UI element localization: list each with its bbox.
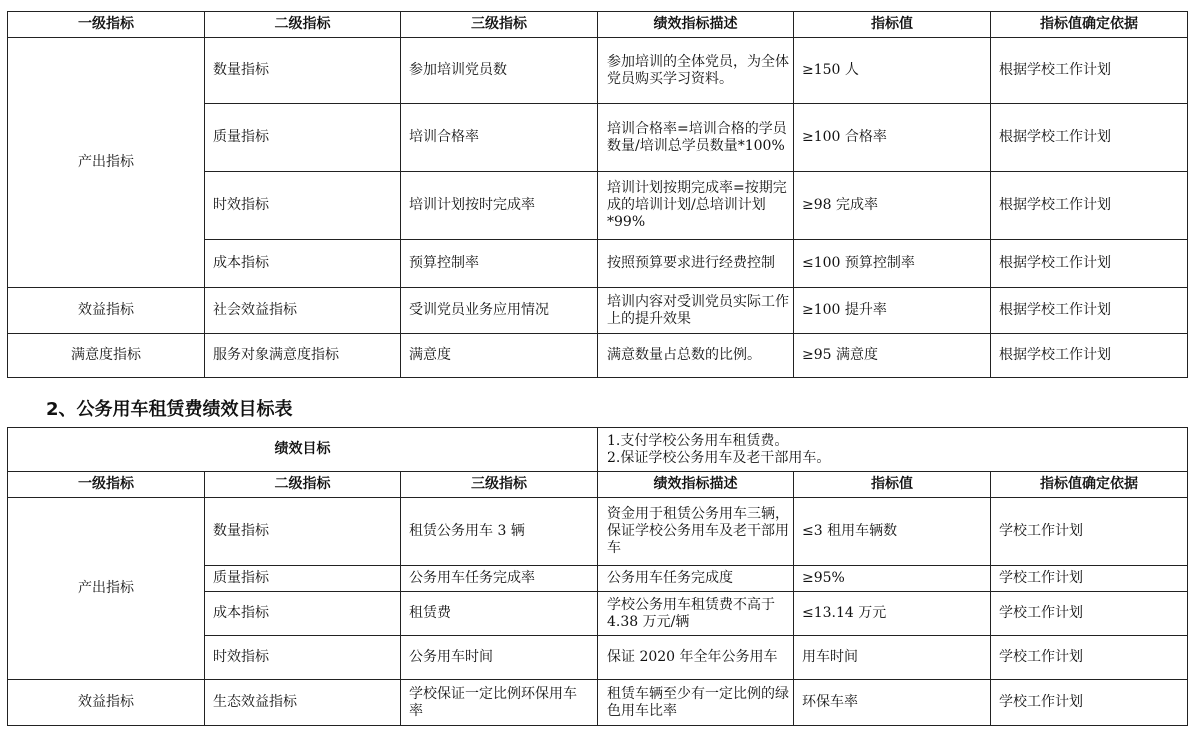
basis-cell: 根据学校工作计划: [991, 334, 1188, 378]
value-cell: ≥150 人: [794, 38, 991, 104]
description-cell: 租赁车辆至少有一定比例的绿色用车比率: [598, 680, 794, 726]
header-description: 绩效指标描述: [598, 12, 794, 38]
basis-cell: 学校工作计划: [991, 566, 1188, 592]
table-row: [8, 38, 1188, 104]
basis-cell: 根据学校工作计划: [991, 104, 1188, 172]
level2-cell: 成本指标: [205, 592, 401, 636]
training-performance-table: [7, 11, 1188, 378]
value-cell: ≤13.14 万元: [794, 592, 991, 636]
level1-cell: 满意度指标: [8, 334, 205, 378]
description-cell: 培训计划按期完成率=按期完成的培训计划/总培训计划*99%: [598, 172, 794, 240]
header-level2: 二级指标: [205, 472, 401, 498]
goal-line: 1.支付学校公务用车租赁费。: [607, 432, 789, 449]
header-value: 指标值: [794, 12, 991, 38]
value-cell: ≥95%: [794, 566, 991, 592]
description-cell: 学校公务用车租赁费不高于 4.38 万元/辆: [598, 592, 794, 636]
header-basis: 指标值确定依据: [991, 472, 1188, 498]
value-cell: ≥95 满意度: [794, 334, 991, 378]
level3-cell: 预算控制率: [401, 240, 598, 288]
level2-cell: 生态效益指标: [205, 680, 401, 726]
basis-cell: 学校工作计划: [991, 592, 1188, 636]
goal-label: 绩效目标: [8, 428, 598, 472]
value-cell: ≥98 完成率: [794, 172, 991, 240]
level1-cell: 产出指标: [8, 498, 205, 680]
level2-cell: 时效指标: [205, 636, 401, 680]
basis-cell: 根据学校工作计划: [991, 240, 1188, 288]
header-row: [8, 12, 1188, 38]
header-level3: 三级指标: [401, 472, 598, 498]
header-value: 指标值: [794, 472, 991, 498]
level3-cell: 学校保证一定比例环保用车率: [401, 680, 598, 726]
description-cell: 培训内容对受训党员实际工作上的提升效果: [598, 288, 794, 334]
level2-cell: 时效指标: [205, 172, 401, 240]
header-level1: 一级指标: [8, 12, 205, 38]
header-row: [8, 472, 1188, 498]
level3-cell: 参加培训党员数: [401, 38, 598, 104]
goal-line: 2.保证学校公务用车及老干部用车。: [607, 449, 831, 466]
header-level2: 二级指标: [205, 12, 401, 38]
basis-cell: 学校工作计划: [991, 680, 1188, 726]
value-cell: ≥100 提升率: [794, 288, 991, 334]
value-cell: 环保车率: [794, 680, 991, 726]
goal-row: [8, 428, 1188, 472]
description-cell: 公务用车任务完成度: [598, 566, 794, 592]
header-level3: 三级指标: [401, 12, 598, 38]
level2-cell: 质量指标: [205, 566, 401, 592]
level3-cell: 公务用车时间: [401, 636, 598, 680]
table-row: [8, 498, 1188, 566]
description-cell: 参加培训的全体党员，为全体党员购买学习资料。: [598, 38, 794, 104]
level3-cell: 培训合格率: [401, 104, 598, 172]
header-level1: 一级指标: [8, 472, 205, 498]
table-row: [8, 288, 1188, 334]
level2-cell: 质量指标: [205, 104, 401, 172]
level1-cell: 效益指标: [8, 288, 205, 334]
section-title: 2、公务用车租赁费绩效目标表: [46, 399, 293, 420]
level3-cell: 满意度: [401, 334, 598, 378]
vehicle-rental-performance-table: [7, 427, 1188, 726]
value-cell: ≤100 预算控制率: [794, 240, 991, 288]
table-row: [8, 334, 1188, 378]
level1-cell: 效益指标: [8, 680, 205, 726]
value-cell: ≤3 租用车辆数: [794, 498, 991, 566]
header-basis: 指标值确定依据: [991, 12, 1188, 38]
goal-content: [598, 428, 1188, 472]
table-row: [8, 680, 1188, 726]
basis-cell: 根据学校工作计划: [991, 172, 1188, 240]
level1-cell: 产出指标: [8, 38, 205, 288]
level3-cell: 租赁费: [401, 592, 598, 636]
level3-cell: 公务用车任务完成率: [401, 566, 598, 592]
description-cell: 保证 2020 年全年公务用车: [598, 636, 794, 680]
level3-cell: 培训计划按时完成率: [401, 172, 598, 240]
value-cell: ≥100 合格率: [794, 104, 991, 172]
basis-cell: 根据学校工作计划: [991, 288, 1188, 334]
level2-cell: 数量指标: [205, 498, 401, 566]
value-cell: 用车时间: [794, 636, 991, 680]
basis-cell: 学校工作计划: [991, 498, 1188, 566]
basis-cell: 学校工作计划: [991, 636, 1188, 680]
level2-cell: 服务对象满意度指标: [205, 334, 401, 378]
level2-cell: 成本指标: [205, 240, 401, 288]
level2-cell: 社会效益指标: [205, 288, 401, 334]
basis-cell: 根据学校工作计划: [991, 38, 1188, 104]
description-cell: 满意数量占总数的比例。: [598, 334, 794, 378]
description-cell: 培训合格率=培训合格的学员数量/培训总学员数量*100%: [598, 104, 794, 172]
header-description: 绩效指标描述: [598, 472, 794, 498]
level2-cell: 数量指标: [205, 38, 401, 104]
level3-cell: 租赁公务用车 3 辆: [401, 498, 598, 566]
level3-cell: 受训党员业务应用情况: [401, 288, 598, 334]
description-cell: 按照预算要求进行经费控制: [598, 240, 794, 288]
description-cell: 资金用于租赁公务用车三辆，保证学校公务用车及老干部用车: [598, 498, 794, 566]
